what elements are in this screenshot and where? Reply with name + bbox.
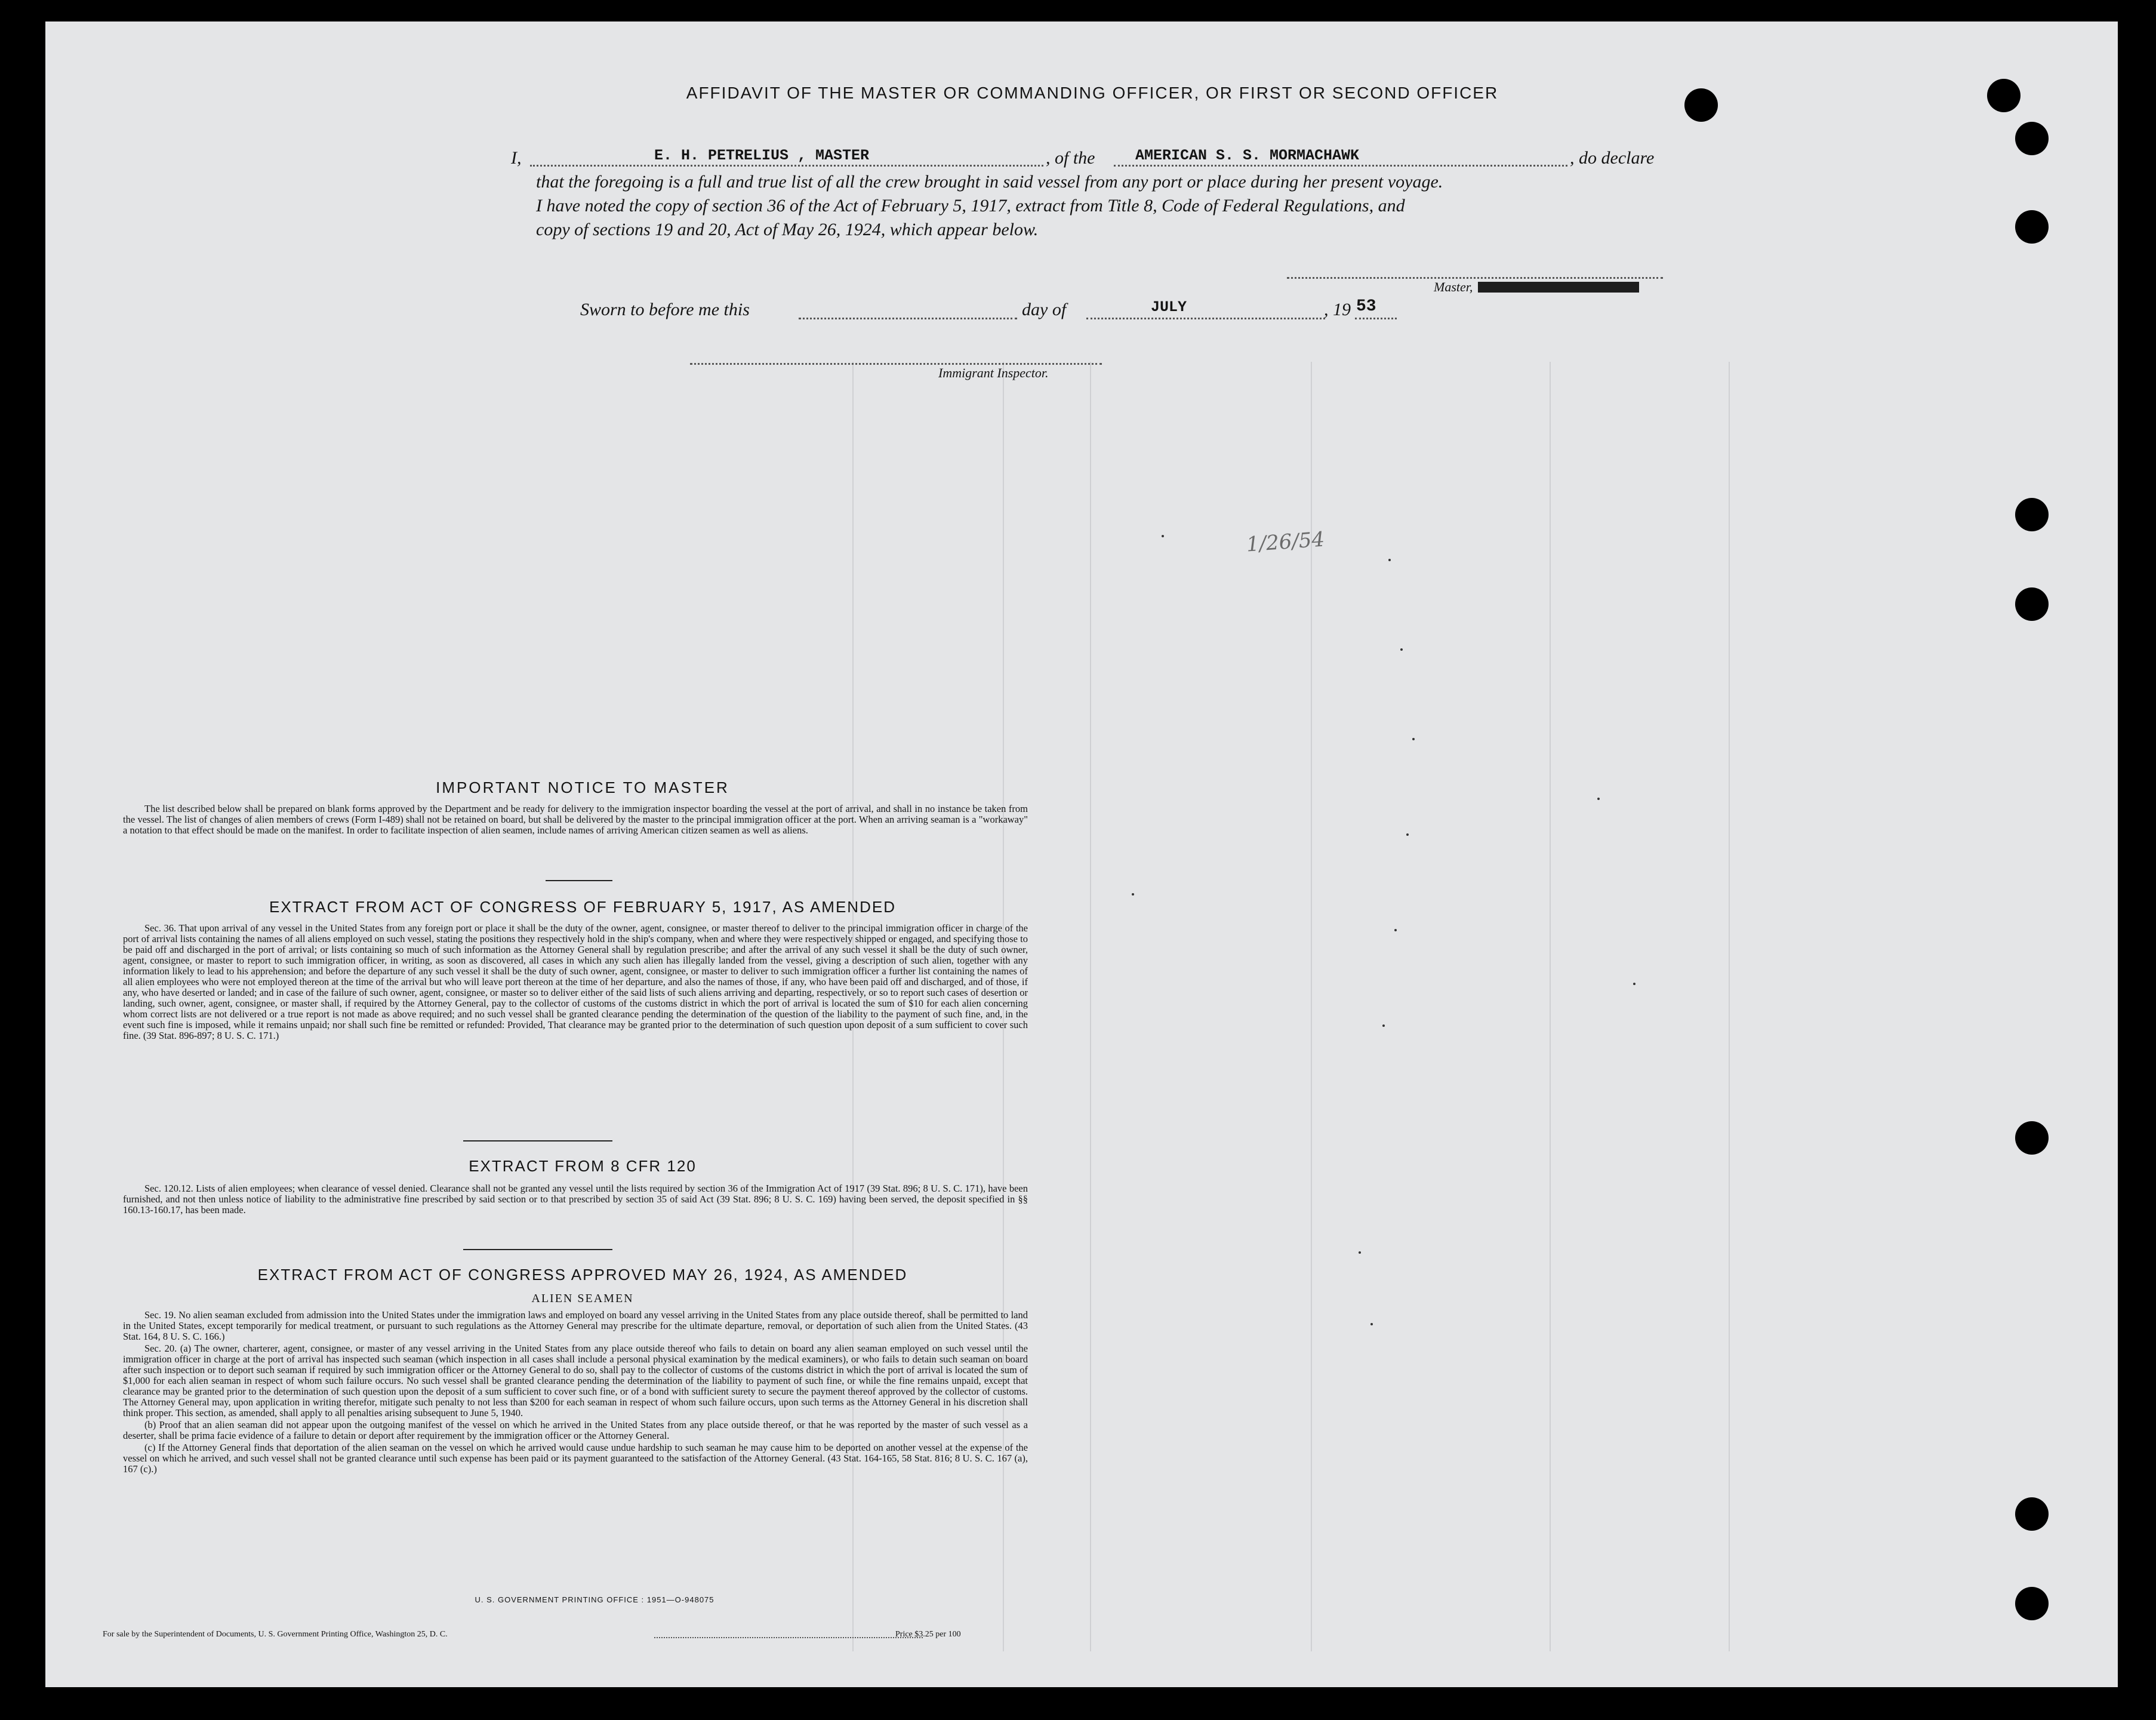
bleed-mark	[1394, 929, 1397, 931]
bleed-mark	[1406, 833, 1409, 836]
declaration-line-2: that the foregoing is a full and true list of all the crew brought in said vessel from any port or place during her present voyage.	[536, 172, 1443, 192]
punch-hole	[2015, 498, 2049, 531]
extract-1917-body	[123, 923, 1028, 1042]
section-36-text: Sec. 36. That upon arrival of any vessel in the United States from any foreign port or place it shall be the duty of the owner, agent, consignee, or master thereof to deliver to the principal immigration officer in charge of the port of arrival lists containing the names of all aliens employed on such vessel, stating the positions they respectively hold in the ship's company, when and where they were respectively shipped or engaged, and specifying those to be paid off and discharged in the port of arrival; or lists containing so much of such information as the Attorney General shall by regulation prescribe; and after the arrival of any such vessel it shall be the duty of such owner, agent, consignee, or master to report to such immigration officer, in writing, as soon as discovered, all cases in which any such alien has illegally landed from the vessel, giving a description of such alien, together with any information likely to lead to his apprehension; and before the departure of any such vessel it shall be the duty of such owner, agent, consignee, or master to deliver to such immigration officer a further list containing the names of all alien employees who were not employed thereon at the time of the arrival but who will leave port thereon at the time of her departure, and also the names of those, if any, who have been paid off and discharged, and of those, if any, who have deserted or landed; and in case of the failure of such owner, agent, consignee, or master so to deliver either of the said lists of such aliens arriving and departing, respectively, or so to report such cases of desertion or landing, such owner, agent, consignee, or master shall, if required by the Attorney General, pay to the collector of customs of the customs district in which the port of arrival is located the sum of $10 for each alien concerning whom correct lists are not delivered or a true report is not made as above required; and no such vessel shall be granted clearance pending the determination of the question of the liability to the payment of such fine, and, in the event such fine is imposed, while it remains unpaid; nor shall such fine be remitted or refunded: Provided, That clearance may be granted prior to the determination of such question upon deposit of a sum sufficient to cover such fine. (39 Stat. 896-897; 8 U. S. C. 171.)	[123, 922, 1028, 1041]
punch-hole	[2015, 1121, 2049, 1155]
year-prefix: , 19	[1324, 300, 1351, 319]
extract-1917-title: EXTRACT FROM ACT OF CONGRESS OF FEBRUARY 5, 1917, AS AMENDED	[269, 898, 896, 916]
notice-paragraph: The list described below shall be prepared on blank forms approved by the Department and be ready for delivery to the immigration inspector boarding the vessel at the port of arrival, and shall in no instance be taken from the vessel. The list of changes of alien members of crews (Form I-489) shall not be retained on board, but shall be delivered by the master to the principal immigration officer at the port. When an arriving seaman is a "workaway" a notation to that effect should be made on the manifest. In order to facilitate inspection of alien seamen, include names of arriving American citizen seamen as well as aliens.	[123, 803, 1028, 836]
column-rule	[1729, 362, 1730, 1651]
section-120-12-text: Sec. 120.12. Lists of alien employees; when clearance of vessel denied. Clearance shall not be granted any vessel until the lists required by section 36 of the Immigration Act of 1917 (39 Stat. 896; 8 U. S. C. 171), have been furnished, and not then unless notice of liability to the administrative fine prescribed by said section or to that prescribed by section 35 of said Act (39 Stat. 896; 8 U. S. C. 169) having been served, the deposit specified in §§ 160.13-160.17, has been made.	[123, 1183, 1028, 1216]
extract-1924-subtitle: ALIEN SEAMEN	[531, 1292, 634, 1305]
section-20c-text: (c) If the Attorney General finds that deportation of the alien seaman on the vessel on which he arrived would cause undue hardship to such seaman he may cause him to be deported on another vessel at the expense of the vessel on which he arrived, and such vessel shall not be granted clearance until such expense has been paid or its payment guaranteed to the satisfaction of the Attorney General. (43 Stat. 164-165, 58 Stat. 816; 8 U. S. C. 167 (a), 167 (c).)	[123, 1442, 1028, 1475]
bleed-mark	[1400, 648, 1403, 651]
inspector-signature-line	[690, 363, 1102, 365]
punch-hole	[2015, 210, 2049, 244]
bleed-mark	[1359, 1251, 1361, 1254]
sworn-month-field	[1086, 318, 1325, 319]
declaration-line-3: I have noted the copy of section 36 of the Act of February 5, 1917, extract from Title 8, Code of Federal Regulations, and	[536, 196, 1405, 216]
bleed-mark	[1388, 559, 1391, 561]
master-name: E. H. PETRELIUS , MASTER	[654, 147, 870, 164]
do-declare-label: , do declare	[1570, 148, 1655, 168]
of-the-label: , of the	[1046, 148, 1095, 168]
punch-hole	[2015, 1587, 2049, 1620]
sworn-label: Sworn to before me this	[580, 300, 750, 319]
punch-hole	[1987, 79, 2021, 112]
extract-cfr-body	[123, 1183, 1028, 1217]
section-20a-text: Sec. 20. (a) The owner, charterer, agent, consignee, or master of any vessel arriving in the United States from any place outside thereof who fails to detain on board any alien seaman employed on such vessel until the immigration officer in charge at the port of arrival has inspected such seaman (which inspection in all cases shall include a personal physical examination by the medical examiners), or who fails to detain such seaman on board after such inspection or to deport such seaman if required by such immigration officer or the Attorney General to do so, shall pay to the collector of customs of the customs district in which the port of arrival is located the sum of $1,000 for each alien seaman in respect of whom such failure occurs. No such vessel shall be granted clearance pending the determination of the liability to payment of such fine, or while the fine remains unpaid, except that clearance may be granted prior to the determination of such question upon the deposit of a sum sufficient to cover such fine, or of a bond with sufficient surety to secure the payment thereof approved by the collector of customs. The Attorney General may, upon application in writing therefor, mitigate such penalty to not less than $200 for each seaman in respect of whom such failure occurs, upon such terms as the Attorney General in his discretion shall think proper. This section, as amended, shall apply to all penalties arising subsequent to June 5, 1940.	[123, 1343, 1028, 1419]
bleed-mark	[1162, 535, 1164, 537]
bleed-mark	[1633, 983, 1636, 985]
notice-title: IMPORTANT NOTICE TO MASTER	[436, 779, 729, 796]
sworn-day-field	[799, 318, 1017, 319]
gpo-imprint: U. S. GOVERNMENT PRINTING OFFICE : 1951—O-948075	[475, 1595, 714, 1604]
column-rule	[1550, 362, 1551, 1651]
column-rule	[1311, 362, 1312, 1651]
bleed-mark	[1370, 1323, 1373, 1325]
extract-1924-body	[123, 1310, 1028, 1476]
extract-cfr-title: EXTRACT FROM 8 CFR 120	[469, 1157, 697, 1175]
column-rule	[1090, 362, 1091, 1651]
vessel-field	[1114, 165, 1567, 167]
handwritten-note: 1/26/54	[1245, 527, 1326, 557]
inspector-label: Immigrant Inspector.	[938, 365, 1049, 380]
declaration-line-4: copy of sections 19 and 20, Act of May 26, 1924, which appear below.	[536, 220, 1039, 239]
punch-hole	[2015, 587, 2049, 621]
bleed-mark	[1597, 798, 1600, 800]
master-name-field	[530, 165, 1043, 167]
year-suffix: 53	[1356, 297, 1376, 316]
punch-hole	[2015, 122, 2049, 155]
extract-1924-title: EXTRACT FROM ACT OF CONGRESS APPROVED MAY 26, 1924, AS AMENDED	[257, 1266, 908, 1284]
master-label: Master,	[1434, 279, 1473, 294]
master-signature-line	[1287, 277, 1663, 279]
sworn-month: JULY	[1151, 299, 1187, 316]
punch-hole	[2015, 1497, 2049, 1531]
price-note: Price $3.25 per 100	[895, 1630, 961, 1639]
redaction-bar	[1478, 282, 1639, 293]
document-page	[45, 21, 2118, 1687]
affidavit-title: AFFIDAVIT OF THE MASTER OR COMMANDING OFFICER, OR FIRST OR SECOND OFFICER	[686, 84, 1499, 102]
bleed-mark	[1382, 1024, 1385, 1027]
year-field	[1355, 318, 1397, 319]
i-label: I,	[511, 148, 522, 168]
divider	[463, 1140, 612, 1141]
day-of-label: day of	[1022, 300, 1067, 319]
divider	[463, 1249, 612, 1250]
vessel-name: AMERICAN S. S. MORMACHAWK	[1135, 147, 1360, 164]
section-20b-text: (b) Proof that an alien seaman did not appear upon the outgoing manifest of the vessel on which he arrived in the United States from any place outside thereof, or that he was reported by the master of such vessel as a deserter, shall be prima facie evidence of a failure to detain or deport after requirement by the immigration officer or the Attorney General.	[123, 1419, 1028, 1441]
section-19-text: Sec. 19. No alien seaman excluded from admission into the United States under the immigration laws and employed on board any vessel arriving in the United States from any place outside thereof, shall be permitted to land in the United States, except temporarily for medical treatment, or pursuant to such regulations as the Attorney General may prescribe for the ultimate departure, removal, or deportation of such alien from the United States. (43 Stat. 164, 8 U. S. C. 166.)	[123, 1309, 1028, 1342]
divider	[546, 880, 612, 881]
bleed-mark	[1132, 893, 1134, 896]
bleed-mark	[1412, 738, 1415, 740]
footer-leader	[654, 1637, 923, 1638]
notice-body	[123, 804, 1028, 837]
for-sale-note: For sale by the Superintendent of Documents, U. S. Government Printing Office, Washington 25, D. C.	[103, 1630, 448, 1639]
punch-hole	[1684, 88, 1718, 122]
